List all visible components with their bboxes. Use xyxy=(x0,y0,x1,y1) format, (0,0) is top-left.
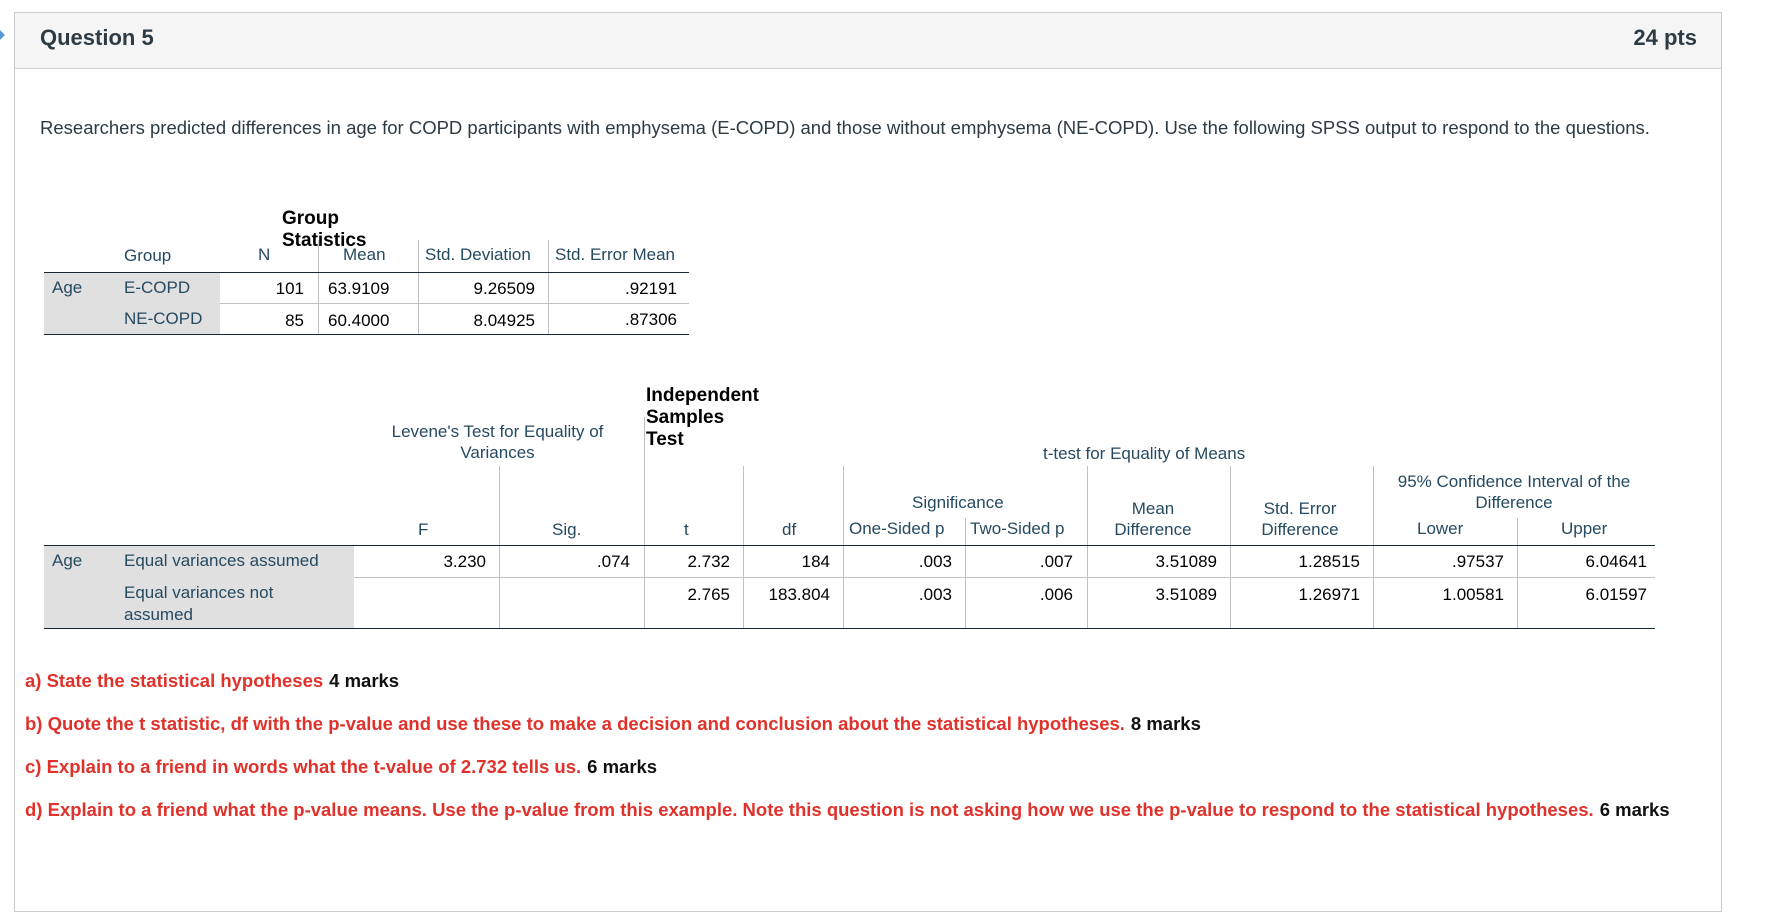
sd-value: 8.04925 xyxy=(473,311,535,330)
one-sided-value: .003 xyxy=(918,552,952,571)
header-mean: Mean xyxy=(343,245,386,264)
se-value: .87306 xyxy=(625,310,677,329)
n-value: 101 xyxy=(275,279,304,298)
sub-question-d xyxy=(25,799,1670,821)
header-group: Group xyxy=(124,246,172,265)
mean-value: 60.4000 xyxy=(328,311,390,330)
table-rule xyxy=(44,545,1655,546)
sub-question-b xyxy=(25,713,1201,735)
df-value: 183.804 xyxy=(768,585,830,604)
mean-difference-value: 3.51089 xyxy=(1155,585,1217,604)
table-rule xyxy=(44,628,1655,629)
df-header: df xyxy=(782,520,797,539)
header-std-error-mean: Std. Error Mean xyxy=(555,245,675,264)
sub-question-text: c) Explain to a friend in words what the t-value of 2.732 tells us. xyxy=(25,756,582,777)
mean-value: 63.9109 xyxy=(328,279,390,298)
divider xyxy=(1230,466,1231,628)
marks-label: 6 marks xyxy=(1599,799,1670,820)
sd-value: 9.26509 xyxy=(473,279,535,298)
ci-upper-value: 6.04641 xyxy=(1585,552,1647,571)
question-points: 24 pts xyxy=(1633,25,1697,50)
one-sided-header: One-Sided p xyxy=(849,519,945,538)
t-header: t xyxy=(684,520,689,539)
std-error-difference-value: 1.26971 xyxy=(1298,585,1360,604)
sub-question-text: d) Explain to a friend what the p-value means. Use the p-value from this example. Note this question is not asking how we use the p-value to respond to the statistical hypotheses. xyxy=(25,799,1594,820)
sub-question-a xyxy=(25,670,399,692)
mean-difference-value: 3.51089 xyxy=(1155,552,1217,571)
n-value: 85 xyxy=(285,311,304,330)
t-value: 2.732 xyxy=(687,552,730,571)
mean-difference-header: Mean Difference xyxy=(1114,499,1192,539)
ci-upper-value: 6.01597 xyxy=(1585,585,1647,604)
ci-lower-value: 1.00581 xyxy=(1442,585,1504,604)
two-sided-value: .006 xyxy=(1039,585,1073,604)
independent-samples-test-title: Independent Samples Test xyxy=(646,385,759,450)
ttest-header: t-test for Equality of Means xyxy=(1043,444,1246,463)
lower-header: Lower xyxy=(1417,519,1464,538)
group-statistics-title: Group Statistics xyxy=(282,208,367,251)
table-rule xyxy=(354,577,1655,578)
divider xyxy=(1517,518,1518,628)
divider xyxy=(1373,466,1374,628)
std-error-difference-header: Std. Error Difference xyxy=(1261,499,1339,539)
question-title: Question 5 xyxy=(40,25,154,50)
table-rule xyxy=(220,303,689,304)
se-value: .92191 xyxy=(625,279,677,298)
f-value: 3.230 xyxy=(443,552,486,571)
row-label-age: Age xyxy=(52,551,83,570)
std-error-difference-value: 1.28515 xyxy=(1298,552,1360,571)
divider xyxy=(318,240,319,334)
variance-assumption-label: Equal variances assumed xyxy=(124,551,319,570)
f-header: F xyxy=(418,520,429,539)
group-name: E-COPD xyxy=(124,278,191,297)
one-sided-value: .003 xyxy=(918,585,952,604)
two-sided-value: .007 xyxy=(1039,552,1073,571)
table-rule xyxy=(44,272,689,273)
t-value: 2.765 xyxy=(687,585,730,604)
divider xyxy=(499,466,500,628)
marks-label: 8 marks xyxy=(1130,713,1201,734)
sig-value: .074 xyxy=(596,552,630,571)
significance-header: Significance xyxy=(912,493,1004,512)
divider xyxy=(548,240,549,334)
divider xyxy=(965,518,966,628)
table-rule xyxy=(44,334,689,335)
df-value: 184 xyxy=(801,552,830,571)
sub-question-text: a) State the statistical hypotheses xyxy=(25,670,324,691)
header-n: N xyxy=(258,245,271,264)
levene-header: Levene's Test for Equality of Variances xyxy=(391,422,604,462)
question-header xyxy=(15,13,1721,69)
sub-question-c xyxy=(25,756,657,778)
marks-label: 4 marks xyxy=(329,670,400,691)
two-sided-header: Two-Sided p xyxy=(970,519,1065,538)
variance-assumption-label: Equal variances not assumed xyxy=(124,583,274,624)
header-std-deviation: Std. Deviation xyxy=(425,245,531,264)
group-name: NE-COPD xyxy=(124,309,203,328)
sub-question-text: b) Quote the t statistic, df with the p-value and use these to make a decision and conclusion about the statistical hypotheses. xyxy=(25,713,1125,734)
ci-lower-value: .97537 xyxy=(1452,552,1504,571)
divider xyxy=(418,240,419,334)
divider xyxy=(743,466,744,628)
sig-header: Sig. xyxy=(552,520,582,539)
row-label-age: Age xyxy=(52,278,83,297)
divider xyxy=(644,417,645,628)
ci-header: 95% Confidence Interval of the Difference xyxy=(1397,472,1631,512)
upper-header: Upper xyxy=(1561,519,1608,538)
marks-label: 6 marks xyxy=(587,756,658,777)
question-intro: Researchers predicted differences in age for COPD participants with emphysema (E-COPD) and those without emphysema (NE-COPD). Use the following SPSS output to respond to the questions. xyxy=(40,117,1650,138)
divider xyxy=(843,466,844,628)
divider xyxy=(1087,466,1088,628)
collapse-arrow-icon[interactable] xyxy=(0,30,5,40)
